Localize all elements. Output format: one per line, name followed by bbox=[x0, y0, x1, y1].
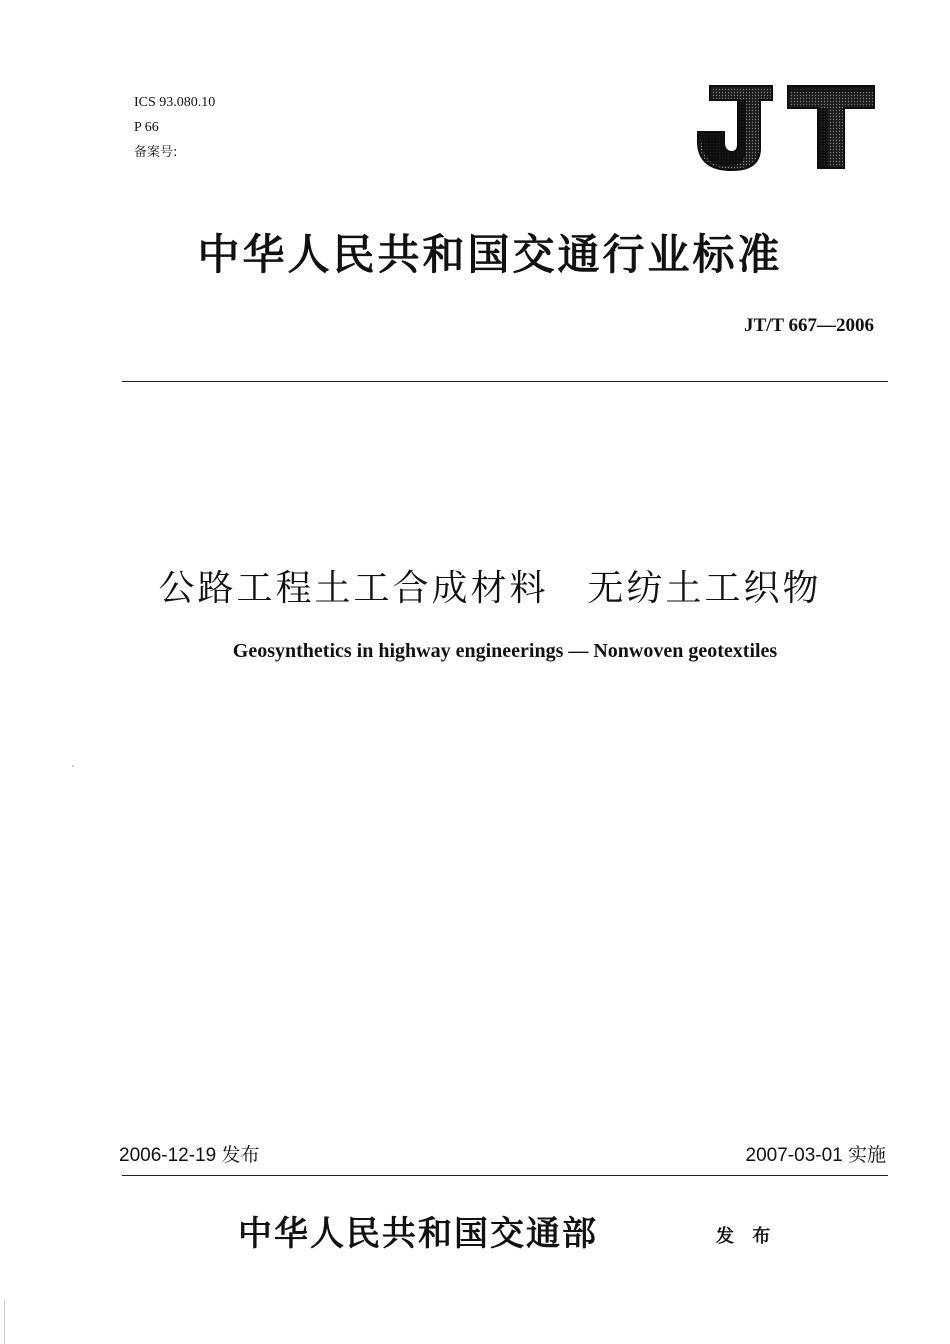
implementation-date: 2007-03-01 实施 bbox=[745, 1145, 886, 1166]
document-title-chinese: 公路工程土工合成材料 无纺土工织物 bbox=[158, 568, 822, 609]
jt-logo-graphic bbox=[694, 82, 878, 174]
classification-code: P 66 bbox=[134, 120, 159, 135]
jt-logo bbox=[694, 82, 878, 174]
publisher-suffix: 发 布 bbox=[716, 1226, 777, 1247]
ics-code: ICS 93.080.10 bbox=[134, 95, 216, 110]
record-number-label: 备案号: bbox=[134, 145, 178, 160]
document-title-english: Geosynthetics in highway engineerings — Nonwoven geotextiles bbox=[232, 640, 778, 662]
publisher-name: 中华人民共和国交通部 bbox=[238, 1214, 598, 1254]
header-title: 中华人民共和国交通行业标准 bbox=[197, 230, 783, 279]
issue-date: 2006-12-19 发布 bbox=[119, 1145, 260, 1166]
standard-number: JT/T 667—2006 bbox=[743, 315, 874, 336]
top-divider bbox=[122, 381, 888, 382]
scan-edge-line bbox=[4, 1300, 5, 1344]
bottom-divider bbox=[122, 1175, 888, 1176]
scan-speck bbox=[72, 765, 74, 767]
